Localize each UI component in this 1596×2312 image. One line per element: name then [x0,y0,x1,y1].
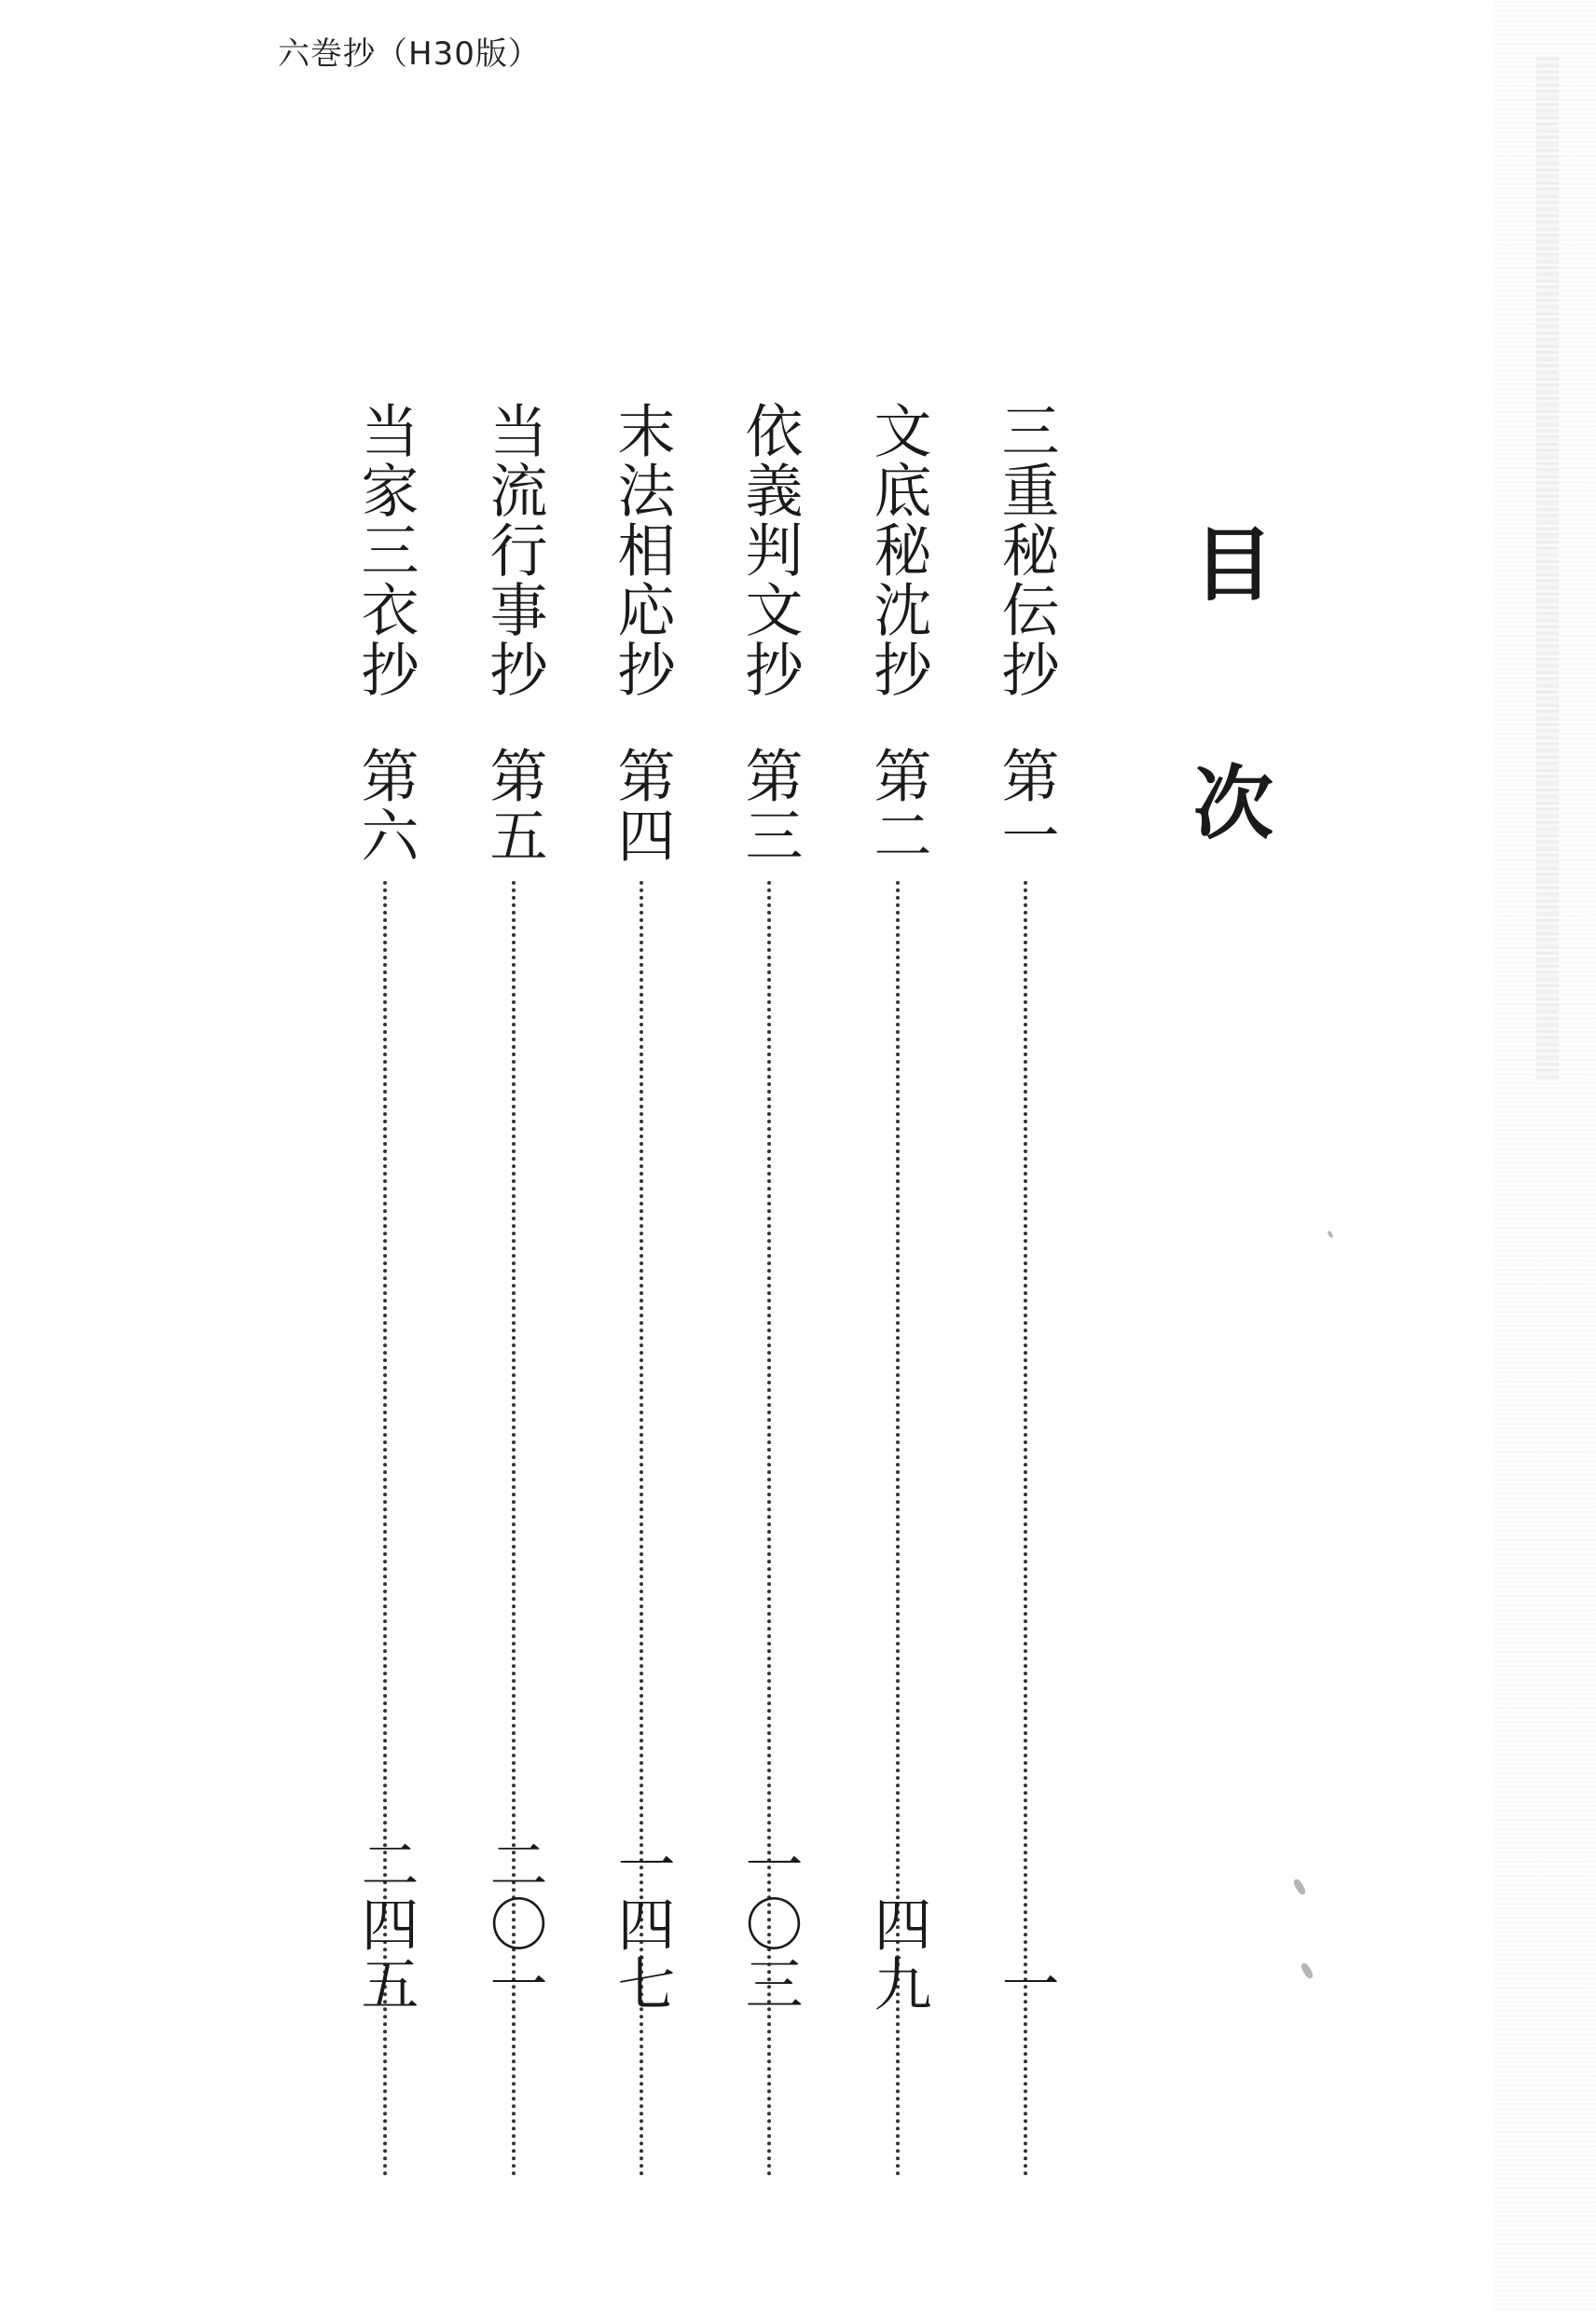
toc-entry[interactable] [351,401,420,2014]
toc-entry-page: 一〇三 [736,1835,804,2014]
toc-entry-title: 末法相応抄 [608,401,676,699]
scan-speck [1300,1961,1314,1980]
toc-entry[interactable] [608,401,676,2014]
toc-entry-page: 一 [992,1954,1060,2014]
toc-entry[interactable] [480,401,548,2014]
toc-entry-title: 当流行事抄 [480,401,548,699]
toc-entry-title: 文底秘沈抄 [864,401,932,699]
toc-entry-page: 二〇一 [480,1835,548,2014]
toc-entry-page: 二四五 [351,1835,420,2014]
toc-entry-title: 依義判文抄 [736,401,804,699]
toc-entry-part: 第三 [736,746,804,865]
toc-title: 目次 [1179,522,1273,999]
toc-entry-part: 第五 [480,746,548,865]
toc-entry[interactable] [992,401,1060,2014]
toc-entry-page: 一四七 [608,1835,676,2014]
scan-edge-noise-dense [1536,56,1559,1081]
toc-entry-part: 第四 [608,746,676,865]
scan-speck [1327,1231,1333,1239]
toc-entry[interactable] [736,401,804,2014]
toc-entry-part: 第一 [992,746,1060,865]
toc-entry-title: 当家三衣抄 [351,401,420,699]
toc-entry-part: 第二 [864,746,932,865]
toc-entry-part: 第六 [351,746,420,865]
page-header: 六巻抄（H30版） [278,35,541,73]
toc-entry-page: 四九 [864,1894,932,2014]
toc-entry-title: 三重秘伝抄 [992,401,1060,699]
scan-speck [1292,1878,1307,1896]
toc-entry[interactable] [864,401,932,2014]
